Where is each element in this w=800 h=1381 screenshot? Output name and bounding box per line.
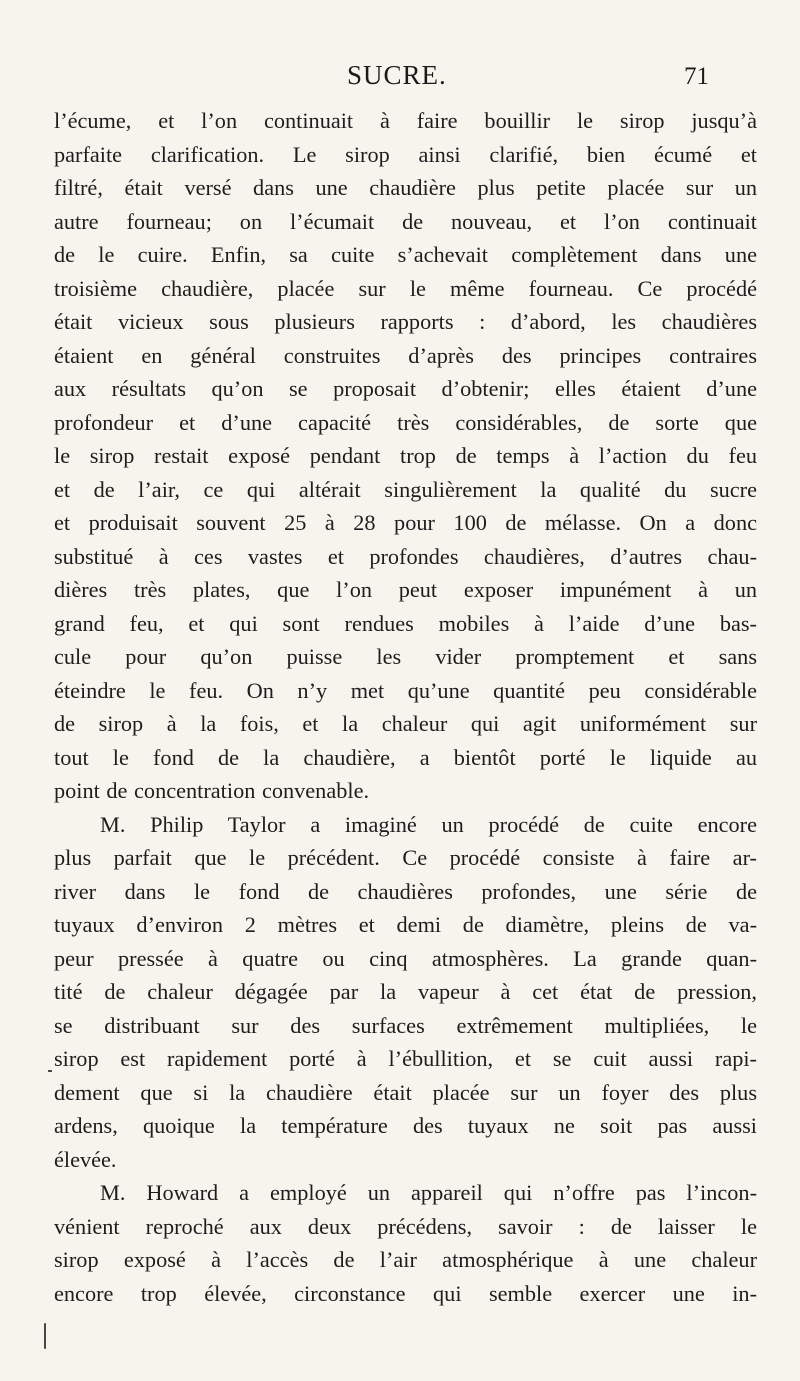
text-line: encore trop élevée, circonstance qui semble exercer une in- [54, 1280, 757, 1306]
margin-dash [48, 1070, 52, 1072]
text-line: point de concentration convenable. [54, 778, 370, 803]
text-line: dement que si la chaudière était placée sur un foyer des plus [54, 1079, 757, 1105]
text-line: dières très plates, que l’on peut exposer impunément à un [54, 577, 757, 602]
page-number: 71 [684, 63, 709, 90]
text-line: M. Philip Taylor a imaginé un procédé de cuite encore [100, 811, 757, 837]
text-line: autre fourneau; on l’écumait de nouveau, et l’on continuait [54, 208, 757, 234]
text-line: ardens, quoique la température des tuyaux ne soit pas aussi [54, 1113, 757, 1138]
text-line: plus parfait que le précédent. Ce procédé consiste à faire ar- [54, 845, 757, 870]
text-line: élevée. [54, 1146, 117, 1172]
scan-mark [44, 1323, 46, 1349]
text-line: grand feu, et qui sont rendues mobiles à l’aide d’une bas- [54, 610, 757, 636]
text-line: étaient en général construites d’après des principes contraires [54, 342, 757, 368]
text-line: aux résultats qu’on se proposait d’obtenir; elles étaient d’une [54, 376, 757, 401]
text-line: le sirop restait exposé pendant trop de temps à l’action du feu [54, 443, 757, 468]
text-line: troisième chaudière, placée sur le même fourneau. Ce procédé [54, 275, 757, 301]
text-line: profondeur et d’une capacité très considérables, de sorte que [54, 409, 757, 435]
text-line: tuyaux d’environ 2 mètres et demi de diamètre, pleins de va- [54, 912, 757, 937]
text-line: de le cuire. Enfin, sa cuite s’achevait complètement dans une [54, 242, 757, 267]
page-title: SUCRE. [347, 60, 447, 90]
text-line: et produisait souvent 25 à 28 pour 100 de mélasse. On a donc [54, 510, 757, 535]
text-line: M. Howard a employé un appareil qui n’offre pas l’incon- [100, 1180, 757, 1205]
text-line: vénient reproché aux deux précédens, savoir : de laisser le [54, 1213, 757, 1239]
text-line: tité de chaleur dégagée par la vapeur à cet état de pression, [54, 979, 757, 1004]
text-line: sirop est rapidement porté à l’ébullition, et se cuit aussi rapi- [54, 1046, 757, 1071]
text-line: substitué à ces vastes et profondes chaudières, d’autres chau- [54, 543, 757, 569]
text-line: filtré, était versé dans une chaudière plus petite placée sur un [54, 175, 757, 200]
text-line: tout le fond de la chaudière, a bientôt porté le liquide au [54, 744, 757, 770]
text-line: cule pour qu’on puisse les vider promptement et sans [54, 644, 757, 669]
text-line: river dans le fond de chaudières profondes, une série de [54, 878, 757, 904]
text-line: éteindre le feu. On n’y met qu’une quantité peu considérable [54, 677, 757, 703]
text-line: se distribuant sur des surfaces extrêmement multipliées, le [54, 1012, 757, 1038]
text-line: sirop exposé à l’accès de l’air atmosphérique à une chaleur [54, 1247, 757, 1272]
body-text [54, 104, 757, 1310]
text-line: parfaite clarification. Le sirop ainsi clarifié, bien écumé et [54, 141, 757, 167]
text-line: peur pressée à quatre ou cinq atmosphères. La grande quan- [54, 945, 757, 971]
text-line: l’écume, et l’on continuait à faire bouillir le sirop jusqu’à [54, 108, 757, 133]
text-line: de sirop à la fois, et la chaleur qui agit uniformément sur [54, 711, 757, 736]
text-line: et de l’air, ce qui altérait singulièrement la qualité du sucre [54, 476, 757, 502]
running-head [0, 58, 800, 92]
text-line: était vicieux sous plusieurs rapports : d’abord, les chaudières [54, 309, 757, 334]
